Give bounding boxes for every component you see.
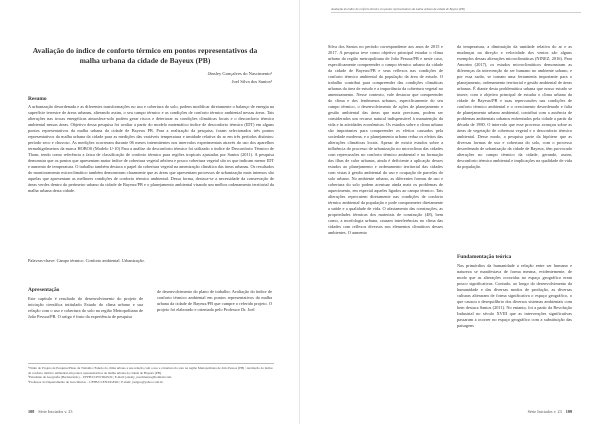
fundamentacao-heading: Fundamentação teórica [457, 254, 512, 260]
fundamentacao-text: Nas primórdios da humanidade a relação entre ser humano e natureza se manifestava de forma mesma, evidentemente, de modo que as alterações ocorridas no espaço geográfico eram pouco significativas. Contudo, ao longo do desenvolvimento da humanidade e das diversas modos de produção, as diversas culturas alteraram de forma significativa o espaço geográfico, o que causou o desequilíbrio dos diversos sistemas ambientais com bem destaca Santos (2011). No entanto, foi a partir da Revolução Industrial no século XVIII que as intervenções significativas passaram a ocorrer no espaço geográfico com a substituição das paisagens [457, 263, 572, 328]
footnote-2: ²Estudante de Geografia (Bacharelado) – UFPB/CCEN/DGEOC; E-mail: jansley_nascimento@hotmail.com. [28, 375, 172, 379]
folio-right [528, 409, 572, 414]
apresentacao-col1: Este capítulo é resultado do desenvolvimento do projeto de iniciação científica intitulado Estudo do clima urbano e sua relação com o uso e cobertura do solo na região Metropolitana de João Pessoa/PB. O artigo é fruto da experiência de pesquisa [28, 296, 143, 319]
author-list [208, 70, 272, 85]
footnotes [28, 363, 274, 384]
footnote-3: ³Professor do Departamento de Geociências – UFPB/CCEN/DGEOC; E-mail: joelgeo@yahoo.com.br. [28, 379, 164, 384]
keywords: Palavras-chave: Campo térmico. Conforto ambiental. Urbanização. [28, 258, 145, 263]
author-2: Joel Silva dos Santos² [231, 78, 272, 84]
page-number-right: 109 [565, 409, 572, 414]
folio-left [28, 409, 72, 414]
right-page [300, 0, 600, 424]
apresentacao-heading: Apresentação [28, 287, 60, 293]
resumo-heading: Resumo [28, 96, 47, 102]
paper-title: Avaliação do índice de conforto térmico em pontos representativos da malha urbana da cidade de Bayeux (PB) [32, 46, 258, 65]
page-number-left: 108 [28, 409, 35, 414]
right-col1-text: Silva dos Santos no período correspondente aos anos de 2015 e 2017. A pesquisa teve como objetivo principal estudar o clima urbano da região metropolitana de João Pessoa/PB e neste caso, especificamente compreender o campo térmico urbano da cidade da cidade de Bayeux/PB e seus reflexos nas condições de conforto térmico ambiental da população da área de estudo. O trabalho contribui para compreender das condições climáticas urbanas da área de estudo e a importância da cobertura vegetal no amenizamento. Nesse contexto, vale destacar que compreender do clima e dos fenômenos urbanos, especificamente do seu campo térmico, o desenvolvimento de ações de planejamento e gestão ambiental das áreas que mais precisam, podem ser considerados um recurso natural indispensável à manutenção da vida e às atividades econômicas. Os estudos sobre o clima urbano são importantes para compreender os efeitos causados pela sociedade moderna, e o planejamento urbano reduz os efeitos das alterações climáticas locais. Apesar de existir estudos sobre a influência do processo de urbanização no microclima das cidades com repercussões no conforto térmico ambiental e na formação das ilhas de calor urbanas, ainda é deficiente a aplicação desses estudos ao planejamento e ordenamento territorial das cidades com vistas à gestão ambiental do uso e ocupação de parcelas do solo urbano. No ambiente urbano, as diferentes formas de uso e cobertura do solo podem acentuar ainda mais os problemas de aquecimento, em especial aqueles ligados ao campo térmico. Tais alterações repercutem diretamente nas condições de conforto térmico ambiental da população e pode comprometer diretamente a saúde e a qualidade de vida. O afastamento das construções, as propriedades térmicas dos materiais de construção (48), bem como, a morfologia urbana, causam interferências no clima das cidades com reflexos diversos nos elementos climáticos desses ambientes. O aumento [328, 44, 443, 235]
series-label-left: Série Iniciados v. 23 [38, 409, 73, 414]
footnote-1: ¹Título do Projeto de Pesquisa/Plano de Trabalho: Estudo do clima urbano e sua relação com o uso e cobertura do solo na região Metropolitana de João Pessoa (PB) / Avaliação do índice de conforto térmico ambiental em pontos representativos da malha urbana da cidade de Bayeux (PB). [28, 366, 273, 375]
right-col2-text: da temperatura, a diminuição da umidade relativa do ar e as mudanças na direção e velocidade dos ventos são alguns exemplos dessas alterações microclimáticas (NINEZ, 2016). Para Amorim (2017), os estudos microclimáticos demonstram as diferenças da intervenção do ser humano no ambiente urbano, e por essa razão, se tornam uma ferramenta importante para o planejamento, ordenamento territorial e gestão ambiental de áreas urbanas. É diante desta problemática urbana que nosso estudo se insere, com o objetivo principal de estudar o clima urbano da cidade de Bayeux/PB e suas repercussões nas condições de conforto térmico ambiental e o crescimento desordenado e falta de planejamento urbano ambiental, contribui com a ausência de problemas ambientais urbanos enfrentados pela cidade a partir da década de 1980. O intervalo que esse processo avançou sobre as áreas de vegetação de cobertura vegetal e o desconforto térmico ambiental. Desse modo, a pesquisa parte da hipótese que as diversas formas de uso e cobertura do solo, com o processo desordenado de urbanização da cidade de Bayeux, têm provocado alterações no campo térmico da cidade, gerando, assim, desconforto térmico ambiental e implicações na qualidade de vida da população. [457, 44, 572, 169]
running-head: Avaliação do índice de conforto térmico em pontos representativos da malha urbana da cidade de Bayeux (PB) [331, 7, 581, 13]
abstract-text: A urbanização desordenada e as diferentes transformações no uso e cobertura do solo, podem modificar diretamente o balanço de energia na superfície terrestre de áreas urbanas, alterando assim, o seu campo térmico e as condições de conforto térmico ambiental nessas áreas. Tais alterações nas trocas energéticas atmosfera-solo podem gerar riscos e deteriorar as condições climáticas locais e o desconforto térmico ambiental nessas áreas. Objetivo dessa pesquisa foi avaliar a partir do modelo matemático índice de desconforto térmico (IDT) em alguns pontos representativos da malha urbana da cidade de Bayeux PB. Para a realização da pesquisa, foram selecionados três pontos representativos da malha urbana da cidade para as medições das variáveis temperatura e umidade relativa do ar em três períodos distintos: período seco e chuvoso. As medições ocorreram durante 06 meses intermitentes nos intervalos experimentais através do uso dos aparelhos termohigrômetros da marca HOBOS (Modelo U-10) Para a análise do desconforto térmico foi utilizado o índice de Desconforto Térmico de Thom, tendo como referência a faixa de classificação de conforto térmico para regiões tropicais ajustadas por Santos (2011). A pesquisa demonstra que os pontos que apresentam maior índice de cobertura vegetal arbórea e pouco cobertura vegetal são os que indicam menor IDT e aumento de temperatura. O trabalho também destaca o papel da cobertura vegetal na amenização climática das áreas urbanas. Os resultados do monitoramento microclimático também demonstram claramente que as áreas que apresentam processos de urbanização mais intensos são aquelas que apresentam as melhores condições de conforto térmico ambiental. Dessa forma, destaca-se a necessidade da conservação de áreas verdes dentro do perímetro urbano da cidade de Bayeux/PB e o planejamento ambiental visando um melhor ordenamento territorial da malha urbana desta cidade. [28, 104, 274, 193]
apresentacao-col2: de desenvolvimento do plano de trabalho: Avaliação do índice de conforto térmico ambiental em pontos representativos da malha urbana da cidade de Bayeux/PB que cumpre o referido projeto. O projeto foi elaborado e orientado pelo Professor Dr. Joel [157, 289, 272, 312]
author-1: Jânsley Gonçalves do Nascimento¹ [207, 71, 272, 76]
series-label-right: Série Iniciados v. 23 [527, 409, 562, 414]
